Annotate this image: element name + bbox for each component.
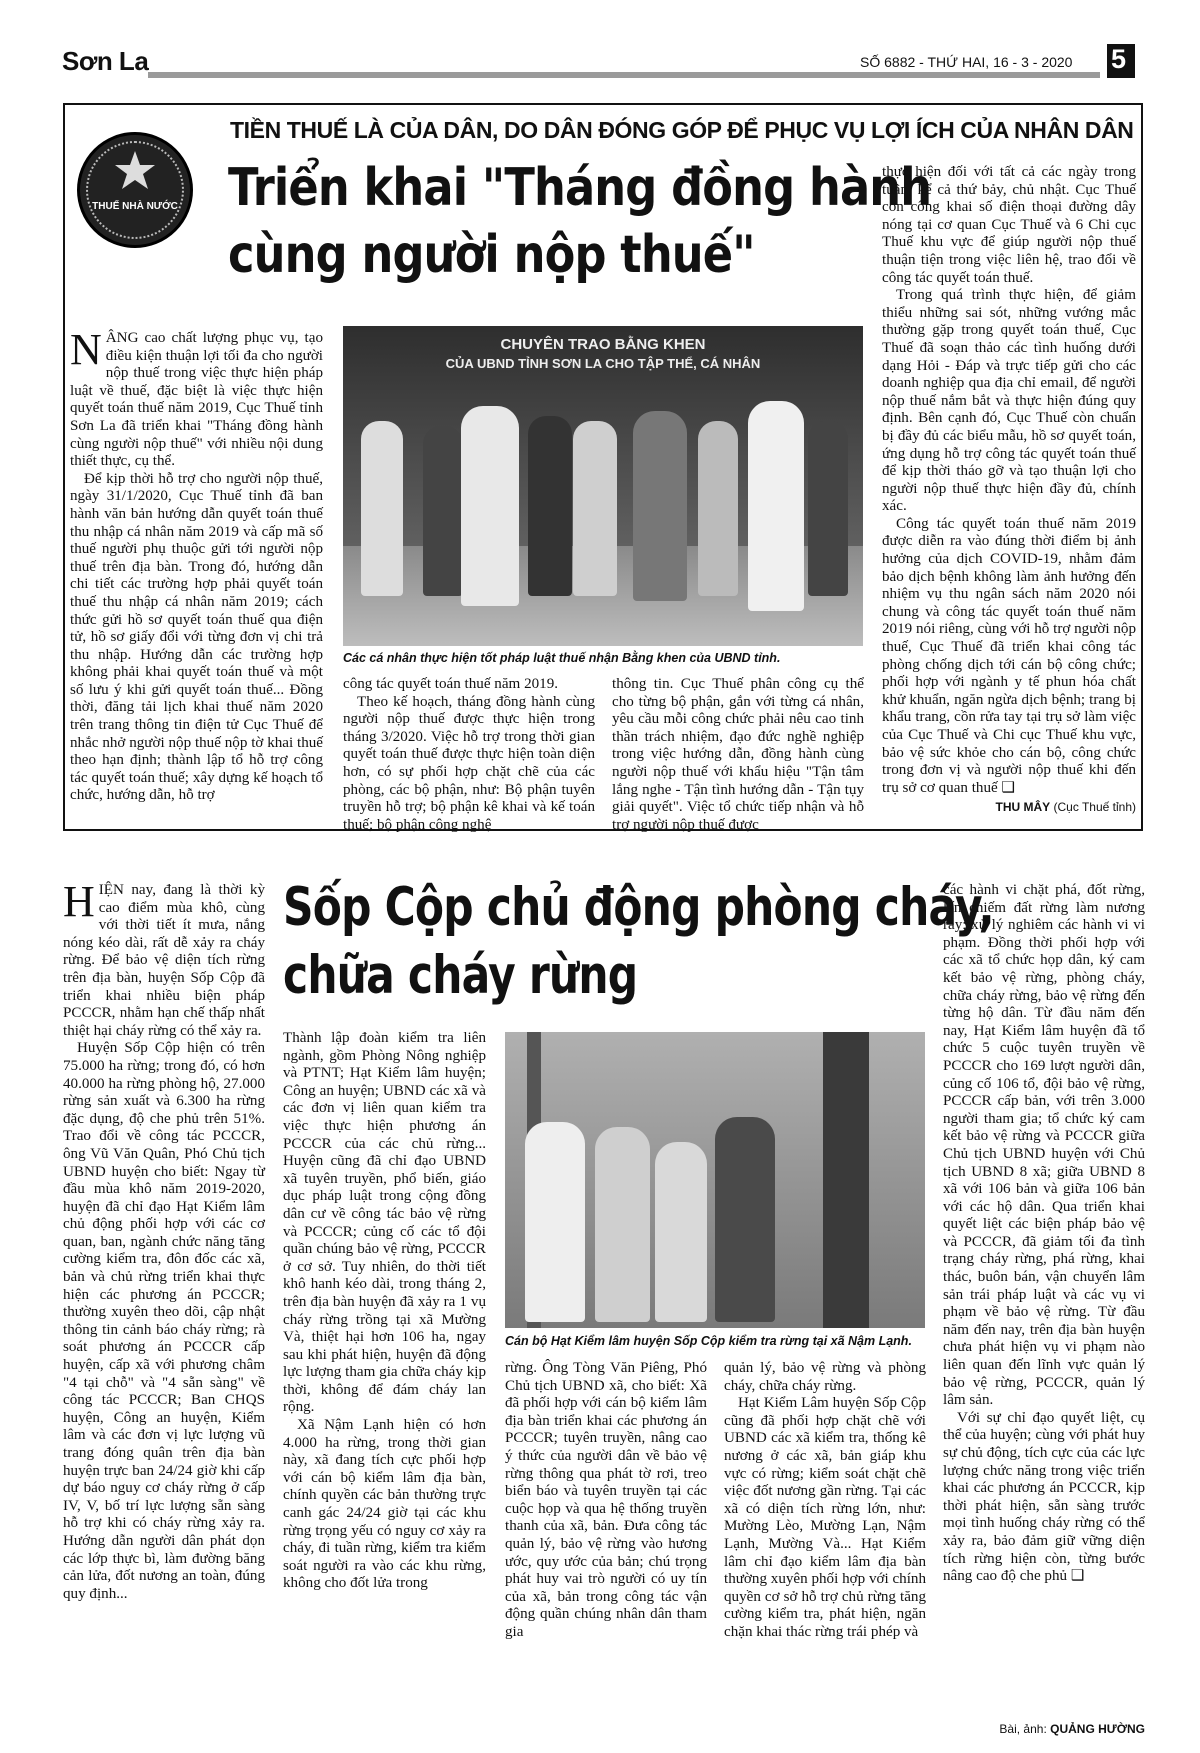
person-figure: [715, 1117, 775, 1322]
paragraph: rừng. Ông Tòng Văn Piêng, Phó Chủ tịch UBND xã, cho biết: Xã đã phối hợp với cán bộ kiểm lâm địa bàn triển khai các phương án PCCCR; tuyên truyền, nâng cao ý thức của người dân về bảo vệ rừng thông qua phát tờ rơi, treo biển báo và tuyên truyền tại các cuộc họp và qua hệ thống truyền thanh của xã, bản. Đưa công tác quản lý, bảo vệ rừng vào hương ước, quy ước của bản; chú trọng phát huy vai trò người có uy tín của xã, bản trong công tác vận động quần chúng nhân dân tham gia: [505, 1360, 707, 1640]
article1-column3: [612, 676, 864, 833]
forest-inspection-photo: [505, 1032, 925, 1328]
paragraph: Xã Nậm Lạnh hiện có hơn 4.000 ha rừng, trong thời gian này, xã đang tích cực phối hợp với cán bộ kiểm lâm địa bàn, chính quyền các bản thường trực canh gác 24/24 giờ tại các khu rừng trọng yếu có nguy cơ xảy ra cháy, đi tuần rừng, kiểm tra kiểm soát người ra vào các khu rừng, không cho đốt lửa trong: [283, 1417, 486, 1592]
article1-column2: [343, 676, 595, 833]
person-figure: [361, 421, 403, 596]
paragraph: thực hiện đối với tất cả các ngày trong tuần, kể cả thứ bảy, chủ nhật. Cục Thuế còn công khai số điện thoại đường dây nóng tại cơ quan Cục Thuế và 6 Chi cục Thuế khu vực để giúp người nộp thuế thuận tiện trong việc liên hệ, trao đổi về công tác quyết toán thuế.: [882, 164, 1136, 286]
person-figure: [528, 416, 572, 596]
article2-column2: [283, 1030, 486, 1742]
person-figure: [573, 421, 617, 596]
page-number: 5: [1111, 44, 1127, 74]
star-icon: [113, 149, 157, 193]
paragraph: công tác quyết toán thuế năm 2019.: [343, 676, 559, 692]
author-org: (Cục Thuế tỉnh): [1053, 800, 1136, 814]
person-figure: [655, 1142, 707, 1322]
author-name: QUẢNG HƯỜNG: [1050, 1722, 1145, 1736]
person-figure: [595, 1127, 650, 1322]
person-figure: [525, 1122, 585, 1322]
article2-title-line2: chữa cháy rừng: [283, 945, 638, 1006]
author-name: THU MÂY: [995, 800, 1051, 814]
person-figure: [808, 421, 848, 596]
section-title: Sơn La: [62, 46, 149, 76]
article2-column3: [505, 1360, 707, 1742]
photo-banner-text: CHUYÊN TRAO BẰNG KHEN: [500, 336, 706, 353]
article1-column1: [70, 325, 323, 820]
paragraph: Huyện Sốp Cộp hiện có trên 75.000 ha rừng; trong đó, có hơn 40.000 ha rừng phòng hộ, 27.000 rừng sản xuất và 6.300 ha rừng đặc dụng, độ che phủ trên 51%. Trao đổi về công tác PCCCR, ông Vũ Văn Quân, Phó Chủ tịch UBND huyện cho biết: Ngay từ đầu mùa khô năm 2019-2020, huyện đã chỉ đạo Hạt Kiểm lâm chủ động phối hợp với các cơ quan, ban, ngành chức năng tăng cường kiểm tra, đôn đốc các xã, bản và chủ rừng triển khai thực hiện các phương án PCCCR; thường xuyên theo dõi, cập nhật thông tin cảnh báo cháy rừng; rà soát phương án PCCCR cấp huyện, cấp xã với phương châm "4 tại chỗ" và "4 sẵn sàng" về công tác PCCCR; Ban CHQS huyện, Công an huyện, Kiểm lâm và các đơn vị lực lượng vũ trang đóng quân trên địa bàn huyện trực ban 24/24 giờ khi cấp dự báo nguy cơ cháy rừng ở cấp IV, V, bố trí lực lượng sẵn sàng hỗ trợ khi có cháy rừng xảy ra. Hướng dẫn người dân phát dọn các lớp thực bì, làm đường băng cản lửa, đốt nương an toàn, đúng quy định...: [63, 1040, 265, 1602]
photo-caption: Các cá nhân thực hiện tốt pháp luật thuế nhận Bằng khen của UBND tỉnh.: [343, 651, 781, 665]
person-figure: [748, 401, 804, 611]
issue-info: SỐ 6882 - THỨ HAI, 16 - 3 - 2020: [860, 54, 1073, 70]
article2-column5: [943, 882, 1145, 1720]
paragraph: Theo kế hoạch, tháng đồng hành cùng người nộp thuế được thực hiện trong tháng 3/2020. Việc hỗ trợ trong thời gian quyết toán thuế được thực hiện toàn diện hơn, có sự phối hợp chặt chẽ của các phòng, các bộ phận, như: Bộ phận tuyên truyền hỗ trợ; bộ phận kê khai và kế toán thuế; bộ phận công nghệ: [343, 693, 595, 833]
article1-title-line2: cùng người nộp thuế": [228, 225, 755, 285]
paragraph: Hạt Kiểm Lâm huyện Sốp Cộp cũng đã phối hợp chặt chẽ với UBND các xã kiểm tra, thống kê nương ở các xã, bản giáp khu vực có rừng; kiểm soát chặt chẽ việc đốt nương gần rừng. Tại các xã có diện tích rừng lớn, như: Mường Lèo, Mường Lạn, Nậm Lạnh, Mường Và... Hạt Kiểm lâm chỉ đạo kiểm lâm địa bàn thường xuyên phối hợp với chính quyền cơ sở hỗ trợ chủ rừng tăng cường kiểm tra, phát hiện, ngăn chặn khai thác rừng trái phép và: [724, 1395, 926, 1640]
paragraph: thông tin. Cục Thuế phân công cụ thể cho từng bộ phận, gắn với từng cá nhân, yêu cầu mỗi công chức phải nêu cao tinh thần trách nhiệm, đạo đức nghề nghiệp trong việc hướng dẫn, đồng hành cùng người nộp thuế với khẩu hiệu "Tận tâm lắng nghe - Tận tình hướng dẫn - Tận tụy giải quyết". Việc tổ chức tiếp nhận và hỗ trợ người nộp thuế được: [612, 676, 864, 833]
article2-column1: [63, 877, 265, 1742]
paragraph: IỆN nay, đang là thời kỳ cao điểm mùa khô, cùng với thời tiết ít mưa, nắng nóng kéo dài, rất dễ xảy ra cháy rừng. Để bảo vệ diện tích rừng trên địa bàn, huyện Sốp Cộp đã triển khai nhiều biện pháp PCCCR, nhằm hạn chế thấp nhất thiệt hại cháy rừng có thể xảy ra.: [63, 882, 265, 1039]
paragraph: Công tác quyết toán thuế năm 2019 được diễn ra vào đúng thời điểm bị ảnh hưởng của dịch COVID-19, nhằm đảm bảo dịch bệnh không làm ảnh hưởng đến nhiệm vụ thu ngân sách năm 2020 nói chung và công tác quyết toán thuế năm 2019 nói riêng, cùng với hỗ trợ người nộp thuế, Cục Thuế đã triển khai công tác phòng chống dịch tới cán bộ công chức; phối hợp với ngành y tế phun hóa chất khử khuẩn, ngăn ngừa dịch bệnh; trang bị khẩu trang, cồn rửa tay tại trụ sở làm việc của Cục Thuế và Chi cục Thuế khu vực, bảo vệ sức khỏe cho cán bộ, công chức trong đơn vị và người nộp thuế khi đến trụ sở cơ quan thuế ❑: [882, 515, 1136, 796]
header-rule: [148, 72, 1100, 78]
person-figure: [423, 426, 463, 596]
dropcap: H: [63, 877, 95, 926]
article1-kicker: TIỀN THUẾ LÀ CỦA DÂN, DO DÂN ĐÓNG GÓP ĐỂ PHỤC VỤ LỢI ÍCH CỦA NHÂN DÂN: [230, 117, 1134, 143]
author-prefix: Bài, ảnh:: [999, 1722, 1047, 1736]
photo-banner-text: CỦA UBND TỈNH SƠN LA CHO TẬP THỂ, CÁ NHÂN: [445, 356, 761, 371]
article2-title-line1: Sốp Cộp chủ động phòng cháy,: [283, 877, 994, 938]
person-figure: [461, 406, 519, 606]
tax-logo: [77, 132, 193, 248]
paragraph: Thành lập đoàn kiểm tra liên ngành, gồm Phòng Nông nghiệp và PTNT; Hạt Kiểm lâm huyện; Công an huyện; UBND các xã và các đơn vị liên quan kiểm tra việc thực hiện phương án PCCCR của các chủ rừng... Huyện cũng đã chỉ đạo UBND xã tuyên truyền, phổ biến, giáo dục pháp luật trong cộng đồng dân cư về công tác bảo vệ rừng và PCCCR; củng cố các tổ đội quần chúng bảo vệ rừng, PCCCR ở cơ sở. Tuy nhiên, do thời tiết khô hanh kéo dài, trong tháng 2, trên địa bàn huyện đã xảy ra 1 vụ cháy rừng trồng tại xã Mường Và, thiệt hại hơn 106 ha, ngay sau khi phát hiện, huyện đã động lực lượng tham gia chữa cháy kịp thời, không để đám cháy lan rộng.: [283, 1030, 486, 1416]
article1-title-line1: Triển khai "Tháng đồng hành: [228, 158, 932, 218]
photo-caption: Cán bộ Hạt Kiểm lâm huyện Sốp Cộp kiểm tra rừng tại xã Nậm Lạnh.: [505, 1334, 912, 1348]
article1-column4: [882, 164, 1136, 796]
paragraph: Để kịp thời hỗ trợ cho người nộp thuế, ngày 31/1/2020, Cục Thuế tỉnh đã ban hành văn bản hướng dẫn quyết toán thuế thu nhập cá nhân năm 2019 và cấp mã số thuế người phụ thuộc gửi tới người nộp thuế trên địa bàn. Trong đó, hướng dẫn chi tiết các trường hợp phải quyết toán thuế thu nhập cá nhân năm 2019; cách thức gửi hồ sơ quyết toán thuế qua điện tử, hồ sơ giấy đổi với từng đơn vị chi trả thu nhập. Hướng dẫn các trường hợp không phải khai quyết toán thuế và một số lưu ý khi gửi quyết toán thuế... Đồng thời, đăng tải lịch khai thuế năm 2020 trên trang thông tin điện tử Cục Thuế để nhắc nhở người nộp thuế nộp tờ khai thuế theo hạn định; thành lập tổ hỗ trợ công tác quyết toán thuế; xây dựng kế hoạch tổ chức, hướng dẫn, hỗ trợ: [70, 470, 323, 804]
paragraph: các hành vi chặt phá, đốt rừng, lấn chiếm đất rừng làm nương rẫy; xử lý nghiêm các hành vi vi phạm. Đồng thời phối hợp với các xã tổ chức họp dân, ký cam kết bảo vệ rừng, phòng cháy, chữa cháy rừng, bảo vệ rừng đến từng hộ dân. Từ đầu năm đến nay, Hạt Kiểm lâm huyện đã tổ chức 5 cuộc tuyên truyền về PCCCR cho 169 lượt người dân, củng cố 106 tổ, đội bảo vệ rừng, PCCCR cấp bản, với trên 3.000 người tham gia; tổ chức ký cam kết bảo vệ rừng và PCCCR giữa Chủ tịch UBND huyện với Chủ tịch UBND 8 xã; giữa UBND 8 xã với 106 bản và giữa 106 bản với các hộ dân. Qua triển khai quyết liệt các biện pháp bảo vệ và PCCCR, đã giảm tối đa tình trạng cháy rừng, phá rừng, khai thác, buôn bán, vận chuyển lâm sản trái pháp luật và các vụ vi phạm về bảo vệ rừng. Từ đầu năm đến nay, trên địa bàn huyện chưa phát hiện vụ vi phạm nào liên quan đến lĩnh vực quản lý bảo vệ rừng, PCCCR, quản lý lâm sản.: [943, 882, 1145, 1409]
dropcap: N: [70, 325, 102, 374]
paragraph: ÂNG cao chất lượng phục vụ, tạo điều kiện thuận lợi tối đa cho người nộp thuế trong việc thực hiện pháp luật về thuế, đặc biệt là việc thực hiện quyết toán thuế năm 2019, Cục Thuế tỉnh Sơn La đã triển khai "Tháng đồng hành cùng người nộp thuế" với nhiều nội dung thiết thực, cụ thể.: [70, 330, 323, 470]
tree-trunk: [823, 1032, 869, 1328]
award-ceremony-photo: [343, 326, 863, 646]
paragraph: Trong quá trình thực hiện, để giảm thiểu những sai sót, những vướng mắc thường gặp trong quyết toán thuế, Cục Thuế đã soạn thảo các tình huống dưới dạng Hỏi - Đáp và trực tiếp gửi cho các doanh nghiệp qua địa chỉ email, để người nộp thuế nắm bắt và thực hiện đúng quy định. Bên cạnh đó, Cục Thuế còn chuẩn bị đầy đủ các biểu mẫu, hồ sơ quyết toán, ứng dụng hỗ trợ công tác quyết toán thuế để kịp thời tháo gỡ và tạo thuận lợi cho người nộp thuế thực hiện đầy đủ, chính xác.: [882, 287, 1136, 515]
person-figure: [698, 421, 738, 596]
article2-author: [943, 1722, 1145, 1736]
article1-author: [882, 800, 1136, 814]
paragraph: Với sự chỉ đạo quyết liệt, cụ thể của huyện; cùng với phát huy sự chủ động, tích cực của các lực lượng chức năng trong việc triển khai các phương án PCCCR, kịp thời phát hiện, sẵn sàng trước mọi tình huống cháy rừng có thể xảy ra, bảo đảm giữ vững diện tích rừng hiện còn, từng bước nâng cao độ che phủ ❑: [943, 1409, 1145, 1585]
article2-column4: [724, 1360, 926, 1742]
tax-logo-text: THUẾ NHÀ NƯỚC: [92, 201, 178, 212]
person-figure: [633, 411, 687, 601]
paragraph: quản lý, bảo vệ rừng và phòng cháy, chữa cháy rừng.: [724, 1360, 926, 1394]
